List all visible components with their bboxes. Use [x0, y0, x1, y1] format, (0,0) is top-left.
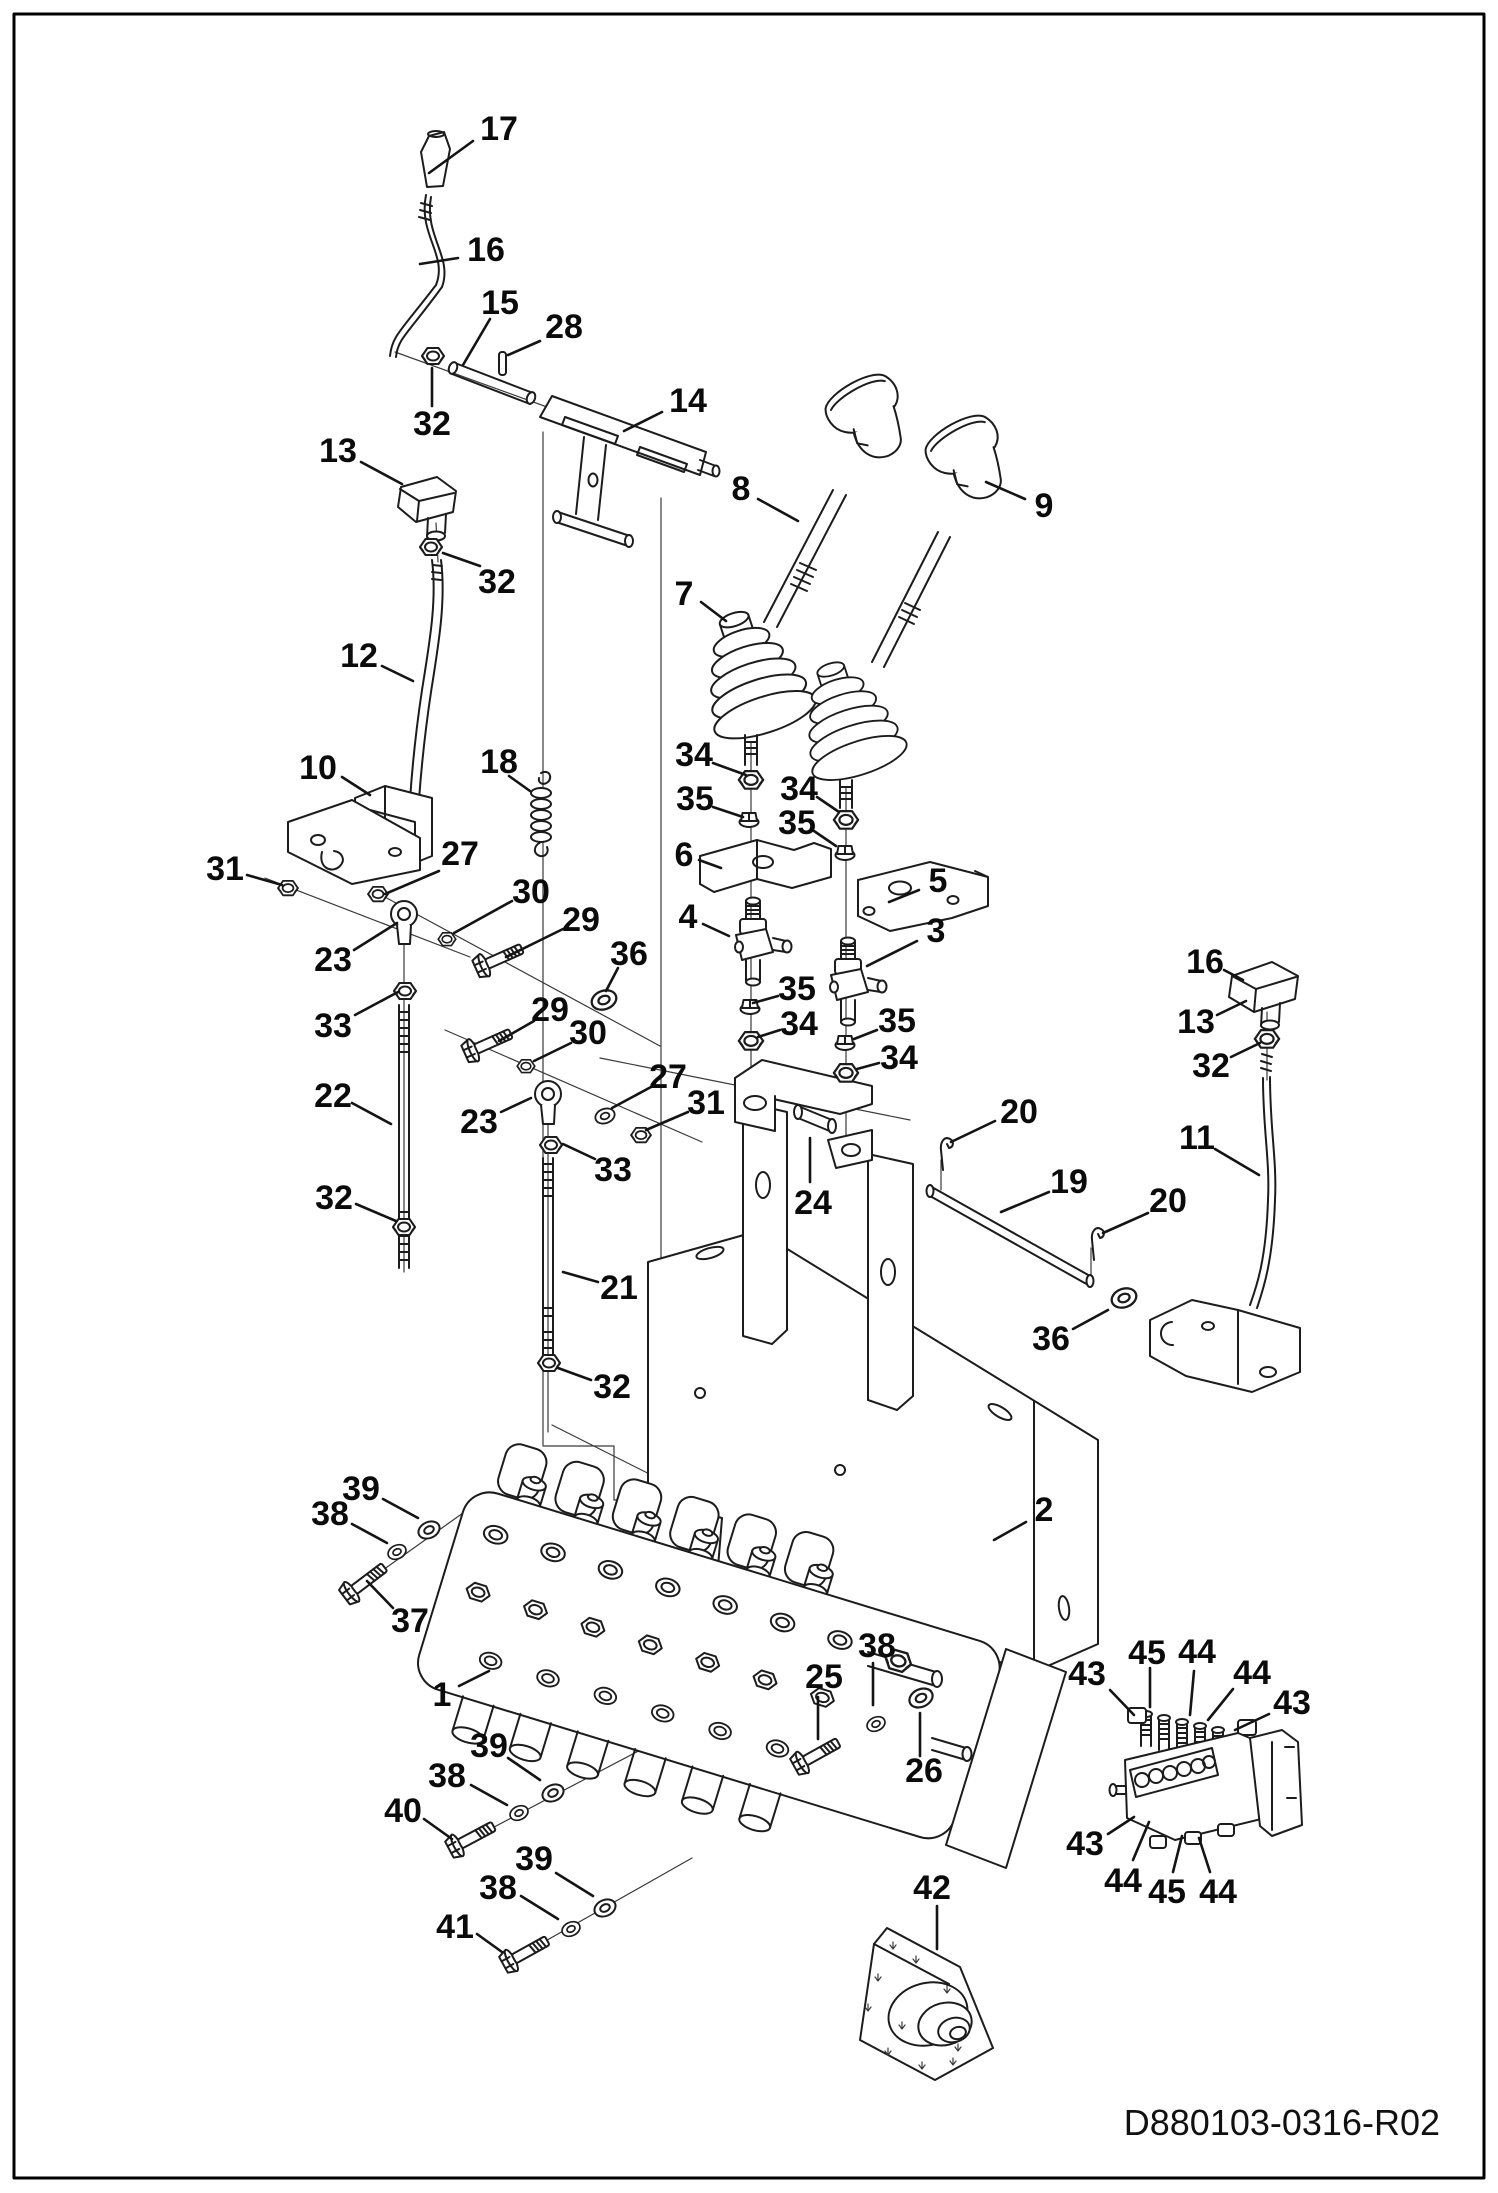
callout-leader-29 — [506, 929, 563, 957]
callout-label-43: 43 — [1066, 1825, 1104, 1863]
callout-label-15: 15 — [481, 284, 519, 322]
callout-label-43: 43 — [1068, 1655, 1106, 1693]
callout-label-35: 35 — [878, 1002, 916, 1040]
callout-leader-44 — [1208, 1689, 1233, 1720]
callout-leader-34 — [857, 1063, 879, 1069]
callout-label-11: 11 — [1179, 1119, 1215, 1157]
part-36-washer — [1109, 1285, 1139, 1311]
callout-label-10: 10 — [299, 749, 337, 787]
part-12-lever-left — [410, 560, 443, 800]
callout-label-24: 24 — [794, 1184, 832, 1222]
callout-label-16: 16 — [1186, 943, 1224, 981]
part-27-washer — [593, 1106, 617, 1126]
callout-leader-33 — [355, 992, 398, 1015]
callout-label-35: 35 — [676, 780, 714, 818]
callout-leader-11 — [1215, 1149, 1259, 1175]
part-30-nut — [438, 933, 456, 946]
part-38-washer — [386, 1542, 409, 1562]
callout-label-41: 41 — [436, 1908, 474, 1946]
part-35-nut — [836, 1036, 855, 1050]
callout-label-30: 30 — [512, 873, 550, 911]
callout-label-36: 36 — [1032, 1320, 1070, 1358]
callout-leader-36 — [1073, 1310, 1108, 1329]
part-32-nut — [422, 348, 444, 364]
callout-leader-4 — [703, 924, 729, 936]
callout-label-4: 4 — [678, 898, 698, 936]
callout-label-38: 38 — [428, 1757, 466, 1795]
part-11-lever-right — [1150, 1054, 1300, 1392]
callout-leader-38 — [352, 1524, 387, 1543]
part-39-washer — [592, 1896, 619, 1920]
valve-detail-43-44-45 — [1110, 1708, 1303, 1848]
callout-leader-34 — [758, 1030, 780, 1037]
callout-leader-28 — [508, 341, 540, 355]
part-29-bolt — [471, 938, 526, 980]
part-32-nut — [538, 1355, 560, 1371]
callout-leader-35 — [713, 807, 743, 817]
callout-label-13: 13 — [319, 432, 357, 470]
part-28-pin — [499, 352, 506, 375]
callout-label-27: 27 — [441, 835, 479, 873]
callout-label-34: 34 — [780, 770, 818, 808]
part-9-joystick — [872, 532, 950, 667]
callout-label-38: 38 — [858, 1627, 896, 1665]
callout-leader-13 — [1217, 1001, 1246, 1015]
callout-label-36: 36 — [610, 935, 648, 973]
callout-leader-19 — [1001, 1192, 1049, 1212]
callout-leader-45 — [1173, 1836, 1182, 1872]
part-38-washer — [508, 1803, 531, 1823]
callout-label-23: 23 — [314, 941, 352, 979]
callout-leader-35 — [854, 1030, 877, 1039]
callout-leader-32 — [1231, 1043, 1260, 1057]
callout-label-16: 16 — [467, 231, 505, 269]
callout-label-37: 37 — [391, 1602, 429, 1640]
callout-label-8: 8 — [731, 470, 751, 508]
callout-label-33: 33 — [594, 1151, 632, 1189]
part-31-nut — [278, 881, 298, 895]
part-34-nut — [834, 811, 858, 829]
part-6-bracket — [700, 840, 831, 892]
callout-label-20: 20 — [1149, 1182, 1187, 1220]
callout-label-42: 42 — [913, 1869, 951, 1907]
callout-label-34: 34 — [675, 736, 713, 774]
callout-label-33: 33 — [314, 1007, 352, 1045]
callout-leader-23 — [501, 1098, 531, 1112]
callout-leader-41 — [477, 1934, 502, 1952]
callout-label-44: 44 — [1104, 1862, 1142, 1900]
callout-label-29: 29 — [531, 991, 569, 1029]
callout-label-14: 14 — [669, 382, 707, 420]
part-34-nut — [834, 1064, 858, 1082]
callout-leader-43 — [1108, 1817, 1134, 1834]
callout-label-3: 3 — [926, 912, 946, 950]
callout-leader-23 — [354, 923, 397, 950]
callout-label-20: 20 — [1000, 1093, 1038, 1131]
callout-leader-34 — [713, 763, 746, 775]
callout-label-32: 32 — [315, 1179, 353, 1217]
callout-label-21: 21 — [600, 1269, 638, 1307]
part-35-nut — [836, 846, 855, 860]
part-30-nut — [517, 1060, 535, 1073]
part-18-spring — [531, 772, 551, 856]
callout-leader-43 — [1110, 1690, 1134, 1715]
callout-leader-34 — [817, 797, 839, 812]
callout-leader-38 — [471, 1785, 507, 1805]
part-13-grip-left — [398, 477, 456, 541]
callout-leader-44 — [1133, 1822, 1149, 1860]
part-33-nut — [540, 1137, 562, 1153]
callout-leader-20 — [951, 1121, 995, 1142]
callout-leader-10 — [342, 777, 370, 795]
callout-leader-32 — [443, 553, 480, 566]
callout-leader-31 — [247, 875, 282, 885]
part-32-nut — [420, 539, 442, 555]
callout-label-28: 28 — [545, 308, 583, 346]
callout-label-23: 23 — [460, 1103, 498, 1141]
part-23-rod-end — [391, 901, 417, 944]
callout-label-43: 43 — [1273, 1684, 1311, 1722]
callout-label-32: 32 — [478, 563, 516, 601]
callout-label-9: 9 — [1034, 487, 1054, 525]
part-7-bellows — [782, 649, 912, 790]
part-34-nut — [739, 1032, 763, 1050]
callout-label-32: 32 — [413, 405, 451, 443]
callout-leader-30 — [454, 901, 512, 933]
callout-label-26: 26 — [905, 1752, 943, 1790]
part-8-knob — [819, 365, 924, 473]
document-id: D880103-0316-R02 — [1123, 2102, 1440, 2143]
callout-leader-39 — [556, 1873, 593, 1896]
callout-leader-15 — [463, 319, 490, 365]
part-41-bolt — [498, 1930, 553, 1975]
callout-label-19: 19 — [1050, 1163, 1088, 1201]
callout-leader-44 — [1199, 1838, 1210, 1872]
callout-label-32: 32 — [1192, 1047, 1230, 1085]
callout-label-44: 44 — [1233, 1654, 1271, 1692]
callout-label-25: 25 — [805, 1658, 843, 1696]
part-23-rod-end — [535, 1081, 561, 1124]
callout-label-35: 35 — [778, 804, 816, 842]
callout-label-35: 35 — [778, 970, 816, 1008]
callout-label-38: 38 — [479, 1869, 517, 1907]
callout-label-38: 38 — [311, 1495, 349, 1533]
callout-leader-3 — [867, 941, 917, 966]
callout-leader-40 — [424, 1819, 452, 1839]
part-16-rod-bent — [390, 195, 445, 357]
callout-leader-8 — [758, 499, 798, 521]
callout-label-44: 44 — [1199, 1873, 1237, 1911]
callout-leader-27 — [612, 1087, 651, 1108]
part-8-joystick — [764, 490, 846, 627]
callout-label-18: 18 — [480, 743, 518, 781]
callout-leader-44 — [1190, 1671, 1194, 1715]
part-39-washer — [416, 1518, 443, 1542]
callout-leader-7 — [701, 602, 726, 621]
callout-label-6: 6 — [674, 836, 694, 874]
callout-leader-22 — [352, 1103, 391, 1124]
part-7-bellows — [682, 597, 821, 748]
callout-leader-32 — [558, 1368, 591, 1380]
part-42-boot-plate — [860, 1928, 993, 2080]
part-35-nut — [740, 813, 759, 827]
callout-leader-20 — [1103, 1213, 1148, 1233]
callout-label-2: 2 — [1034, 1491, 1054, 1529]
callout-label-34: 34 — [880, 1039, 918, 1077]
part-16-grip-right — [1229, 962, 1298, 1030]
callout-label-13: 13 — [1177, 1003, 1215, 1041]
callout-label-31: 31 — [687, 1084, 725, 1122]
callout-label-32: 32 — [593, 1368, 631, 1406]
part-36-washer — [589, 987, 619, 1013]
callout-leader-33 — [563, 1144, 595, 1159]
part-10-pivot-bracket — [288, 786, 432, 884]
callout-label-39: 39 — [342, 1470, 380, 1508]
callout-label-5: 5 — [928, 862, 948, 900]
callout-leader-12 — [382, 666, 413, 681]
callout-label-39: 39 — [470, 1727, 508, 1765]
part-29-bolt — [460, 1023, 515, 1065]
callout-label-22: 22 — [314, 1077, 352, 1115]
callout-leader-13 — [361, 462, 402, 484]
callout-leader-37 — [367, 1581, 393, 1608]
callout-label-7: 7 — [674, 575, 694, 613]
callout-label-1: 1 — [432, 1676, 452, 1714]
callout-label-39: 39 — [515, 1840, 553, 1878]
callout-label-45: 45 — [1128, 1634, 1166, 1672]
callout-label-12: 12 — [340, 637, 378, 675]
callout-leader-32 — [356, 1204, 396, 1221]
part-17-knob — [421, 131, 450, 187]
part-9-knob — [919, 406, 1024, 514]
callout-label-30: 30 — [569, 1014, 607, 1052]
callout-label-29: 29 — [562, 901, 600, 939]
callout-leader-21 — [563, 1272, 598, 1282]
callout-leader-38 — [521, 1896, 558, 1919]
callout-label-17: 17 — [480, 110, 518, 148]
callout-label-40: 40 — [384, 1792, 422, 1830]
part-5-bracket — [858, 862, 988, 931]
callout-label-27: 27 — [649, 1058, 687, 1096]
callout-label-44: 44 — [1178, 1633, 1216, 1671]
callout-leader-39 — [383, 1499, 418, 1518]
callout-leader-30 — [534, 1043, 571, 1061]
callout-label-31: 31 — [206, 850, 244, 888]
callout-label-34: 34 — [780, 1005, 818, 1043]
callout-label-45: 45 — [1148, 1873, 1186, 1911]
